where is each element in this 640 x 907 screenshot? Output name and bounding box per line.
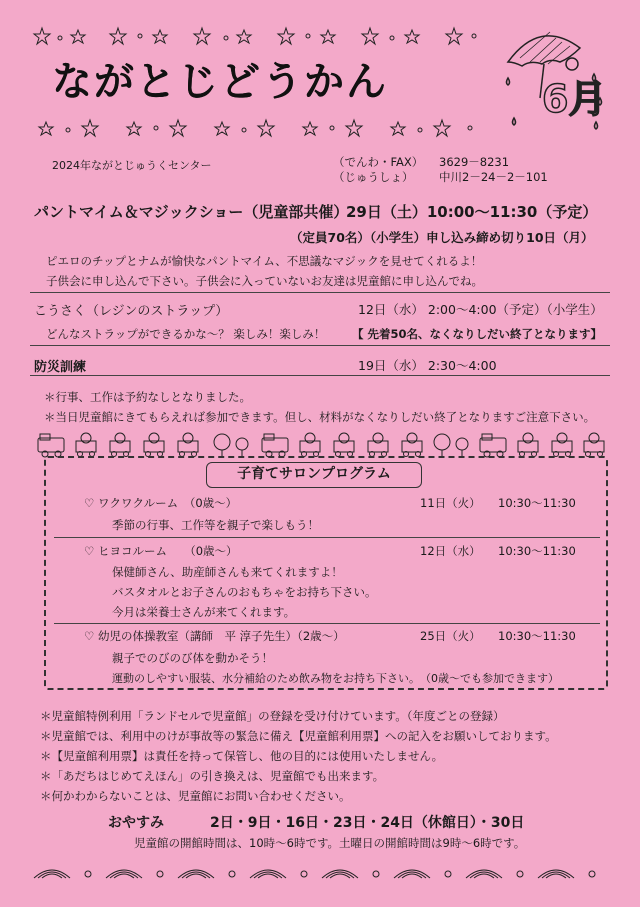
opening-hours: 児童館の開館時間は、10時～6時です。土曜日の開館時間は9時～6時です。 [134, 836, 526, 850]
salon-item-date: 11日（火） [420, 496, 481, 510]
footer-note: ＊何かわからないことは、児童館にお問い合わせください。 [40, 789, 351, 803]
salon-item-line: 季節の行事、工作等を親子で楽しもう！ [112, 518, 319, 532]
divider [30, 375, 610, 376]
closed-dates: 2日・9日・16日・23日・24日（休館日）・30日 [210, 815, 525, 831]
salon-item-line: 運動のしやすい服装、水分補給のため飲み物をお持ち下さい。 （0歳～でも参加できます） [112, 672, 559, 685]
star-border-top [30, 24, 485, 50]
address-value: 中川2－24－2－101 [439, 170, 548, 184]
event-craft-date: 12日（水） 2:00～4:00（予定）（小学生） [358, 302, 603, 317]
divider [30, 292, 610, 293]
phone-value: 3629－8231 [439, 155, 510, 169]
divider [54, 623, 600, 624]
footer-note: ＊「あだちはじめてえほん」の引き換えは、児童館でも出来ます。 [40, 769, 385, 783]
footer-note: ＊児童館特例利用「ランドセルで児童館」の登録を受け付けています。（年度ごとの登録） [40, 709, 505, 723]
footer-note: ＊【児童館利用票】は責任を持って保管し、他の目的には使用いたしません。 [40, 749, 444, 763]
salon-title: 子育てサロンプログラム [206, 462, 422, 488]
salon-item-name: ♡ ワクワクルーム （0歳～） [84, 496, 238, 510]
rainbow-border [30, 860, 610, 882]
salon-item-time: 10:30～11:30 [498, 544, 576, 558]
salon-item-time: 10:30～11:30 [498, 496, 576, 510]
salon-item-date: 25日（火） [420, 629, 481, 643]
salon-item-line: 親子でのびのび体を動かそう！ [112, 651, 273, 665]
event-pantomime-details: （定員70名）（小学生）申し込み締め切り10日（月） [290, 230, 594, 245]
address-label: （じゅうしょ） [333, 170, 414, 184]
note-2: ＊当日児童館にきてもらえれば参加できます。但し、材料がなくなりしだい終了となりますご注意下さい。 [44, 410, 596, 424]
event-craft-note: 【 先着50名、なくなりしだい終了となります】 [352, 327, 603, 341]
star-border-bottom [30, 116, 485, 142]
event-pantomime-date: 29日（土）10:00～11:30（予定） [346, 203, 598, 221]
closed-label: おやすみ [108, 815, 164, 831]
salon-item-time: 10:30～11:30 [498, 629, 576, 643]
event-pantomime-title: パントマイム＆マジックショー（児童部共催） [34, 203, 349, 221]
event-pantomime-desc1: ピエロのチップとナムが愉快なパントマイム、不思議なマジックを見せてくれるよ！ [46, 254, 483, 268]
phone-label: （でんわ・FAX） [333, 155, 424, 169]
salon-item-line: 今月は栄養士さんが来てくれます。 [112, 605, 296, 619]
event-craft-desc: どんなストラップができるかな～？ 楽しみ！楽しみ！ [46, 327, 326, 341]
divider [54, 537, 600, 538]
contact-info [333, 155, 548, 185]
note-1: ＊行事、工作は予約なしとなりました。 [44, 390, 251, 404]
month-label: 6月 [542, 77, 607, 121]
salon-item-name: ♡ 幼児の体操教室（講師 平 淳子先生）（2歳～） [84, 629, 345, 643]
event-drill-title: 防災訓練 [34, 360, 87, 375]
month-badge [500, 18, 610, 138]
rainbow-row-icon [30, 860, 610, 882]
salon-item-name: ♡ ヒヨコルーム （0歳～） [84, 544, 238, 558]
animal-train-icon [36, 432, 606, 458]
star-row-icon [30, 24, 485, 50]
event-drill-date: 19日（水） 2:30～4:00 [358, 358, 497, 373]
page-title: ながとじどうかん [52, 59, 388, 105]
event-pantomime-desc2: 子供会に申し込んで下さい。子供会に入っていないお友達は児童館に申し込んでね。 [46, 274, 483, 288]
animal-train-decoration [36, 432, 606, 458]
salon-item-date: 12日（水） [420, 544, 481, 558]
star-row-icon [30, 116, 485, 142]
salon-item-line: 保健師さん、助産師さんも来てくれますよ！ [112, 565, 343, 579]
center-name: 2024年ながとじゅうくセンター [52, 159, 212, 172]
salon-item-line: バスタオルとお子さんのおもちゃをお持ち下さい。 [112, 585, 377, 599]
divider [30, 345, 610, 346]
footer-note: ＊児童館では、利用中のけが事故等の緊急に備え【児童館利用票】への記入をお願いしております。 [40, 729, 557, 743]
event-craft-title: こうさく（レジンのストラップ） [34, 304, 229, 319]
